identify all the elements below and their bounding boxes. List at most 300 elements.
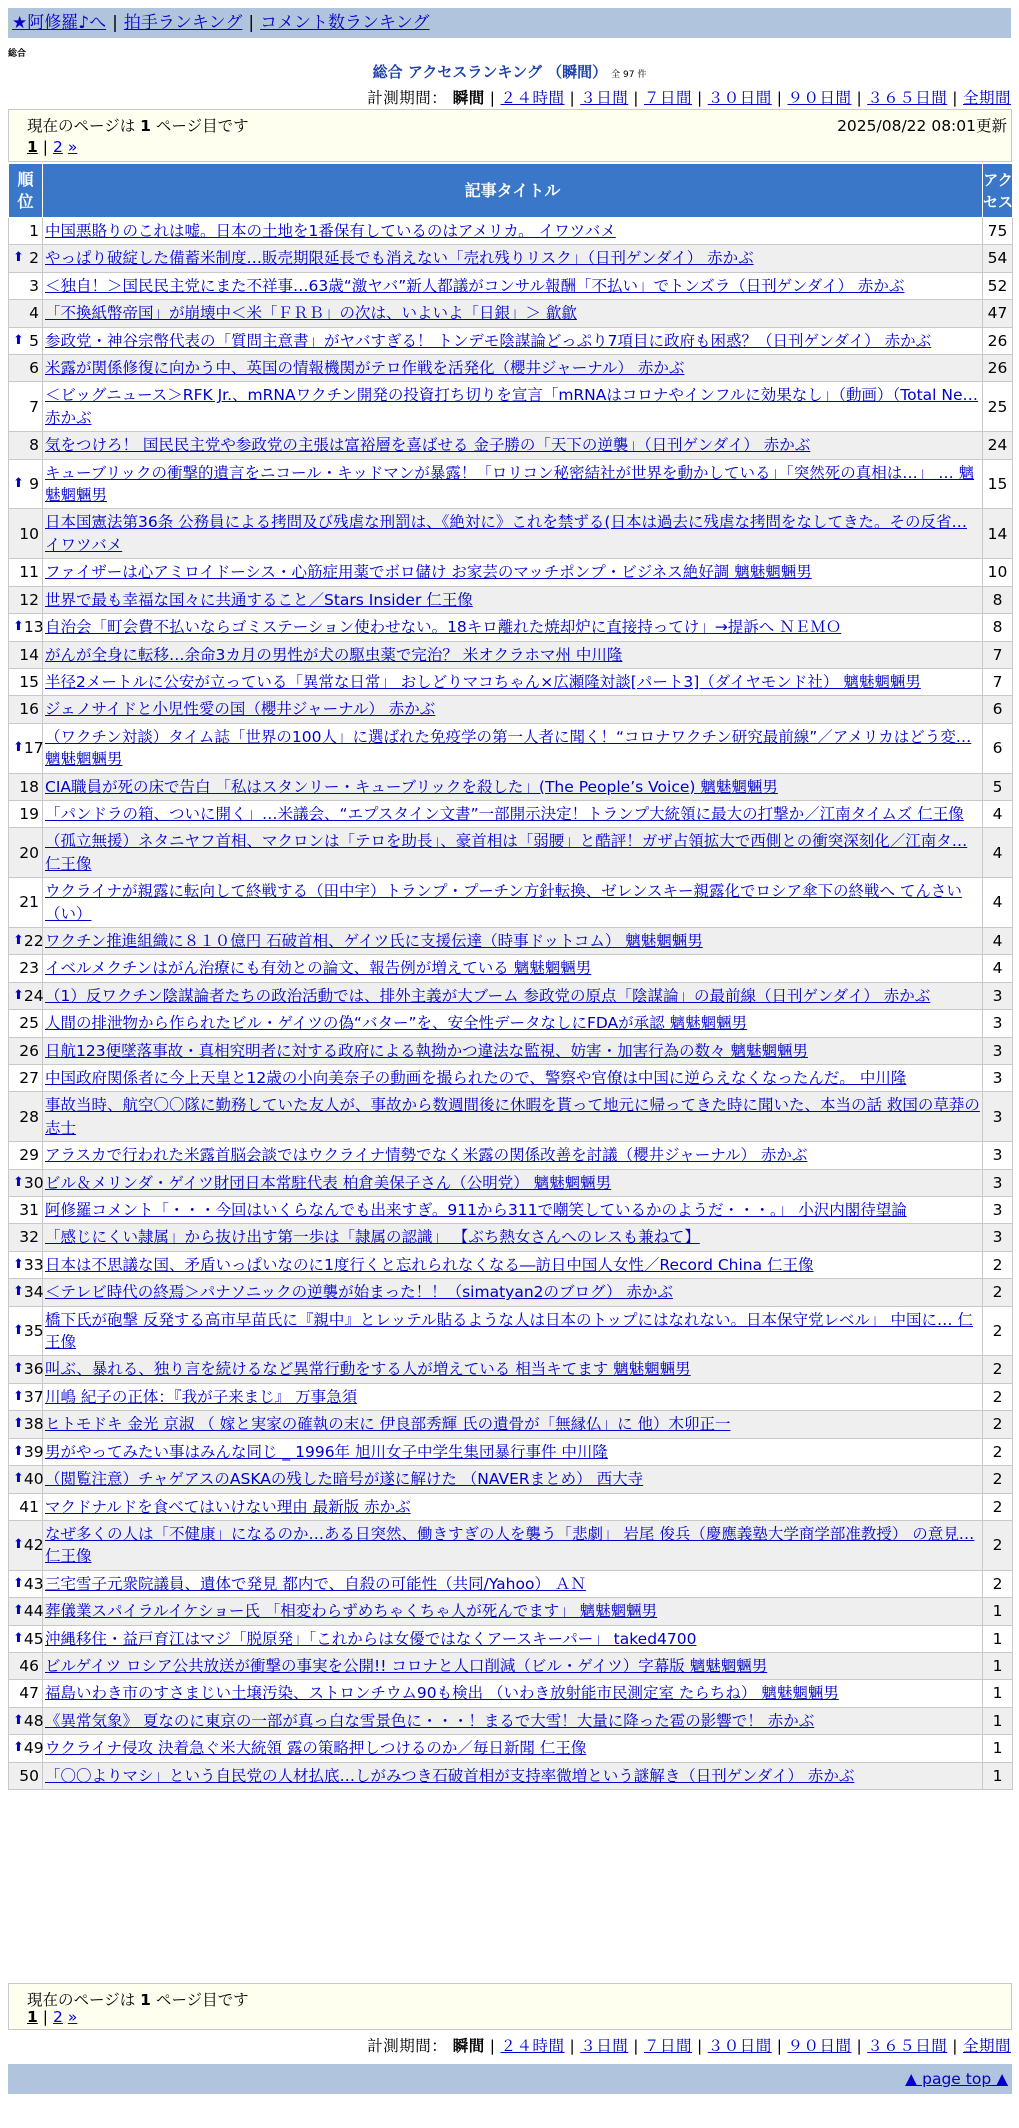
rank-cell <box>9 982 43 1009</box>
title-cell <box>43 272 983 299</box>
title-cell <box>43 1680 983 1707</box>
access-count: 3 <box>983 1092 1013 1142</box>
period-link-90d[interactable]: ９０日間 <box>787 89 852 107</box>
table-row <box>9 1570 1013 1597</box>
rank-number: 12 <box>19 590 39 609</box>
title-cell <box>43 773 983 800</box>
period-separator: | <box>633 89 639 107</box>
title-cell <box>43 1570 983 1597</box>
table-row <box>9 245 1013 272</box>
rank-cell <box>9 432 43 459</box>
rank-cell <box>9 723 43 773</box>
article-title-link[interactable]: 三宅雪子元衆院議員、遺体で発見 都内で、自殺の可能性（共同/Yahoo） ＡＮ <box>45 1574 586 1593</box>
access-count: 52 <box>983 272 1013 299</box>
rank-number: 13 <box>23 618 44 637</box>
table-row <box>9 1092 1013 1142</box>
article-title-link[interactable]: ＜独自！＞国民民主党にまた不祥事…63歳“激ヤバ”新人都議がコンサル報酬「不払い」でトンズラ（日刊ゲンダイ） 赤かぶ <box>45 276 905 295</box>
period-link-24h[interactable]: ２４時間 <box>500 2037 565 2055</box>
rank-number: 23 <box>19 959 39 978</box>
period-link-30d[interactable]: ３０日間 <box>707 2037 772 2055</box>
title-header: 記事タイトル <box>43 164 983 218</box>
table-row <box>9 696 1013 723</box>
period-selector-bottom <box>367 2034 1011 2056</box>
rank-cell <box>9 614 43 641</box>
rank-number: 38 <box>23 1415 44 1434</box>
rank-cell <box>9 1570 43 1597</box>
period-separator: | <box>856 2037 863 2055</box>
table-row <box>9 327 1013 354</box>
rank-cell <box>9 1438 43 1465</box>
access-count: 4 <box>983 828 1013 878</box>
article-title-link[interactable]: 米露が関係修復に向かう中、英国の情報機関がテロ作戦を活発化（櫻井ジャーナル） 赤かぶ <box>45 359 685 378</box>
rank-number: 43 <box>23 1574 44 1593</box>
title-cell <box>43 955 983 982</box>
table-row <box>9 1251 1013 1278</box>
period-link-all[interactable]: 全期間 <box>962 2037 1011 2055</box>
article-title-link[interactable]: （孤立無援）ネタニヤフ首相、マクロンは「テロを助長」、豪首相は「弱腰」と酷評！ガザ占領拡大で西側との衝突深刻化／江南タ… 仁王像 <box>45 832 968 873</box>
article-title-link[interactable]: CIA職員が死の床で告白 「私はスタンリー・キューブリックを殺した」(The People’s Voice) 魑魅魍魎男 <box>45 777 778 796</box>
page-info-post: ページ目です <box>155 1991 249 2009</box>
access-count: 4 <box>983 800 1013 827</box>
article-title-link[interactable]: ワクチン推進組織に８１０億円 石破首相、ゲイツ氏に支援伝達（時事ドットコム） 魑魅魍魎男 <box>45 931 703 950</box>
period-separator: | <box>489 2037 496 2055</box>
article-title-link[interactable]: 事故当時、航空〇〇隊に勤務していた友人が、事故から数週間後に休暇を貰って地元に帰ってきた時に聞いた、本当の話 救国の草莽の志士 <box>45 1096 980 1137</box>
rank-cell <box>9 459 43 509</box>
page-info-pre: 現在のページは <box>27 117 136 135</box>
rank-number: 20 <box>19 843 39 862</box>
up-arrow-icon: ⬆ <box>13 1416 24 1432</box>
page-2-link[interactable]: 2 <box>53 2008 63 2026</box>
article-title-link[interactable]: 橋下氏が砲撃 反発する高市早苗氏に『親中』とレッテル貼るような人は日本のトップにはなれない。日本保守党レベル」 中国に… 仁王像 <box>45 1310 973 1352</box>
period-link-365d[interactable]: ３６５日間 <box>867 89 948 107</box>
article-title-link[interactable]: 「パンドラの箱、ついに開く」…米議会、“エプスタイン文書”一部開示決定！トランプ大統領に最大の打撃か／江南タイムズ 仁王像 <box>45 804 964 823</box>
article-title-link[interactable]: ジェノサイドと小児性愛の国（櫻井ジャーナル） 赤かぶ <box>45 700 436 719</box>
period-separator: | <box>569 89 576 107</box>
rank-cell <box>9 800 43 827</box>
article-title-link[interactable]: マクドナルドを食べてはいけない理由 最新版 赤かぶ <box>45 1497 411 1516</box>
table-row <box>9 1625 1013 1652</box>
rank-number: 48 <box>23 1711 44 1730</box>
rank-cell <box>9 382 43 432</box>
up-arrow-icon: ⬆ <box>13 1256 24 1272</box>
title-cell <box>43 1707 983 1734</box>
access-header-label: アクセス <box>983 170 1014 211</box>
article-title-link[interactable]: 「〇〇よりマシ」という自民党の人材払底…しがみつき石破首相が支持率微増という謎解き（日刊ゲンダイ） 赤かぶ <box>45 1766 855 1785</box>
table-row <box>9 1466 1013 1493</box>
comment-ranking-link[interactable]: コメント数ランキング <box>260 13 430 33</box>
access-count: 5 <box>983 773 1013 800</box>
table-row <box>9 1493 1013 1520</box>
title-cell <box>43 1251 983 1278</box>
up-arrow-icon: ⬆ <box>13 1322 24 1338</box>
page-info-pre: 現在のページは <box>27 1991 136 2009</box>
rank-number: 46 <box>19 1656 39 1675</box>
title-cell <box>43 927 983 954</box>
access-count: 26 <box>983 355 1013 382</box>
table-row <box>9 355 1013 382</box>
rank-cell <box>9 245 43 272</box>
title-cell <box>43 382 983 432</box>
section-label: 総合 <box>8 49 27 59</box>
rank-number: 19 <box>19 804 39 823</box>
table-row <box>9 432 1013 459</box>
title-cell <box>43 245 983 272</box>
rank-cell <box>9 272 43 299</box>
title-cell <box>43 1598 983 1625</box>
page-info <box>27 114 249 136</box>
rank-number: 39 <box>23 1442 44 1461</box>
next-page-link[interactable]: » <box>67 2008 78 2026</box>
total-count: 全 97 件 <box>611 70 647 80</box>
rank-number: 16 <box>19 700 39 719</box>
title-cell <box>43 1065 983 1092</box>
access-count: 3 <box>983 1142 1013 1169</box>
article-title-link[interactable]: がんが全身に転移…余命3カ月の男性が犬の駆虫薬で完治？ 米オクラホマ州 中川隆 <box>45 645 623 664</box>
page-info-post: ページ目です <box>155 117 249 135</box>
rank-header-label: 順位 <box>17 169 34 211</box>
period-link-365d[interactable]: ３６５日間 <box>867 2037 948 2055</box>
article-title-link[interactable]: ヒトモドキ 金光 京淑 （ 嫁と実家の確執の末に 伊良部秀輝 氏の遺骨が「無縁仏」に 他）木卯正一 <box>45 1415 731 1434</box>
access-count: 2 <box>983 1520 1013 1570</box>
title-cell <box>43 459 983 509</box>
title-cell <box>43 432 983 459</box>
title-cell <box>43 218 983 245</box>
rank-number: 40 <box>23 1470 44 1489</box>
rank-number: 34 <box>23 1283 44 1302</box>
access-count: 4 <box>983 927 1013 954</box>
rank-cell <box>9 1251 43 1278</box>
article-title-link[interactable]: ウクライナが親露に転向して終戦する（田中宇）トランプ・プーチン方針転換、ゼレンスキー親露化でロシア傘下の終戦へ てんさい（い） <box>45 882 962 923</box>
article-title-link[interactable]: （1）反ワクチン陰謀論者たちの政治活動では、排外主義が大ブーム 参政党の原点「陰謀論」の最前線（日刊ゲンダイ） 赤かぶ <box>45 986 931 1005</box>
table-row <box>9 586 1013 613</box>
title-cell <box>43 1037 983 1064</box>
title-cell <box>43 509 983 559</box>
pager-bottom <box>8 1983 1012 2030</box>
article-title-link[interactable]: 葬儀業スパイラルイケショー氏 「相変わらずめちゃくちゃ人が死んでます」 魑魅魍魎男 <box>45 1602 658 1621</box>
table-row <box>9 1306 1013 1356</box>
title-cell <box>43 1466 983 1493</box>
period-separator: | <box>952 89 958 107</box>
period-link-7d[interactable]: ７日間 <box>643 89 692 107</box>
rank-cell <box>9 696 43 723</box>
access-count: 3 <box>983 1224 1013 1251</box>
page-1: 1 <box>27 138 38 156</box>
rank-number: 11 <box>19 563 39 582</box>
title-cell <box>43 1169 983 1196</box>
table-row <box>9 1356 1013 1383</box>
title-cell <box>43 723 983 773</box>
article-title-link[interactable]: イベルメクチンはがん治療にも有効との論文、報告例が増えている 魑魅魍魎男 <box>45 959 592 978</box>
up-arrow-icon: ⬆ <box>13 1630 24 1646</box>
rank-number: 24 <box>23 986 44 1005</box>
access-count: 54 <box>983 245 1013 272</box>
title-cell <box>43 1438 983 1465</box>
access-count: 2 <box>983 1356 1013 1383</box>
access-count: 6 <box>983 723 1013 773</box>
rank-number: 7 <box>29 397 39 416</box>
period-separator: | <box>856 89 863 107</box>
article-title-link[interactable]: 気をつけろ！ 国民民主党や参政党の主張は富裕層を喜ばせる 金子勝の「天下の逆襲」（日刊ゲンダイ） 赤かぶ <box>45 436 811 455</box>
rank-number: 37 <box>23 1387 44 1406</box>
access-count: 75 <box>983 218 1013 245</box>
article-title-link[interactable]: 「感じにくい隷属」から抜け出す第一歩は「隷属の認識」 【ぶち熱女さんへのレスも兼ねて】 <box>45 1228 700 1247</box>
rank-number: 45 <box>23 1629 44 1648</box>
rank-number: 3 <box>29 276 39 295</box>
access-count: 24 <box>983 432 1013 459</box>
period-separator: | <box>697 2037 703 2055</box>
rank-cell <box>9 509 43 559</box>
title-cell <box>43 878 983 928</box>
period-link-30d[interactable]: ３０日間 <box>707 89 772 107</box>
table-row <box>9 509 1013 559</box>
access-count: 4 <box>983 878 1013 928</box>
rank-cell <box>9 878 43 928</box>
rank-number: 42 <box>23 1536 44 1555</box>
period-link-24h[interactable]: ２４時間 <box>500 89 565 107</box>
table-row <box>9 1037 1013 1064</box>
period-separator: | <box>697 89 703 107</box>
access-count: 2 <box>983 1251 1013 1278</box>
access-count: 10 <box>983 559 1013 586</box>
rank-number: 26 <box>19 1041 39 1060</box>
table-row <box>9 1762 1013 1789</box>
next-page-link[interactable]: » <box>67 138 78 156</box>
title-cell <box>43 1493 983 1520</box>
period-link-3d[interactable]: ３日間 <box>580 89 629 107</box>
up-arrow-icon: ⬆ <box>13 1443 24 1459</box>
title-cell <box>43 1735 983 1762</box>
table-row <box>9 800 1013 827</box>
access-count: 1 <box>983 1762 1013 1789</box>
article-title-link[interactable]: 阿修羅コメント「・・・今回はいくらなんでも出来すぎ。911から311で嘲笑しているかのようだ・・・。」 小沢内閣待望論 <box>45 1201 907 1220</box>
rank-cell <box>9 1142 43 1169</box>
article-title-link[interactable]: 川嶋 紀子の正体：『我が子来まじ』 万事急須 <box>45 1387 358 1406</box>
home-link[interactable]: ★阿修羅♪へ <box>12 13 107 33</box>
article-title-link[interactable]: 人間の排泄物から作られたビル・ゲイツの偽“バター”を、安全性データなしにFDAが承認 魑魅魍魎男 <box>45 1014 748 1033</box>
rank-cell <box>9 559 43 586</box>
period-link-7d[interactable]: ７日間 <box>643 2037 692 2055</box>
article-title-link[interactable]: 日本は不思議な国、矛盾いっぱいなのに1度行くと忘れられなくなる―訪日中国人女性／Record China 仁王像 <box>45 1255 814 1274</box>
article-title-link[interactable]: 叫ぶ、暴れる、独り言を続けるなど異常行動をする人が増えている 相当キてます 魑魅魍魎男 <box>45 1360 691 1379</box>
rank-cell <box>9 1224 43 1251</box>
access-count: 6 <box>983 696 1013 723</box>
access-count: 25 <box>983 382 1013 432</box>
title-cell <box>43 800 983 827</box>
table-row <box>9 773 1013 800</box>
page-separator: | <box>42 138 49 156</box>
table-row <box>9 1142 1013 1169</box>
clap-ranking-link[interactable]: 拍手ランキング <box>123 13 243 33</box>
article-title-link[interactable]: 日本国憲法第36条 公務員による拷問及び残虐な刑罰は、《絶対に》これを禁ずる(日本は過去に残虐な拷問をなしてきた。その反省… イワツバメ <box>45 513 967 554</box>
access-count: 3 <box>983 1169 1013 1196</box>
title-cell <box>43 1142 983 1169</box>
rank-cell <box>9 1520 43 1570</box>
table-row <box>9 1411 1013 1438</box>
rank-number: 29 <box>19 1146 39 1165</box>
rank-cell <box>9 327 43 354</box>
rank-cell <box>9 1037 43 1064</box>
access-count: 1 <box>983 1680 1013 1707</box>
page-1: 1 <box>27 2008 38 2026</box>
table-row <box>9 982 1013 1009</box>
title-cell <box>43 1520 983 1570</box>
access-count: 26 <box>983 327 1013 354</box>
article-title-link[interactable]: 自治会「町会費不払いならゴミステーション使わせない。18キロ離れた焼却炉に直接持ってけ」→提訴へ ＮＥＭＯ <box>45 618 842 637</box>
article-title-link[interactable]: 参政党・神谷宗幣代表の「質問主意書」がヤバすぎる！ トンデモ陰謀論どっぷり7項目に政府も困惑？（日刊ゲンダイ） 赤かぶ <box>45 331 932 350</box>
title-cell <box>43 696 983 723</box>
rank-cell <box>9 1493 43 1520</box>
access-count: 8 <box>983 586 1013 613</box>
nav-separator: | <box>112 13 118 33</box>
article-title-link[interactable]: アラスカで行われた米露首脳会談ではウクライナ情勢でなく米露の関係改善を討議（櫻井ジャーナル） 赤かぶ <box>45 1146 808 1165</box>
rank-header <box>9 164 43 218</box>
rank-cell <box>9 1735 43 1762</box>
rank-number: 18 <box>19 777 39 796</box>
access-count: 2 <box>983 1306 1013 1356</box>
rank-number: 33 <box>23 1255 44 1274</box>
table-row <box>9 1169 1013 1196</box>
page-2-link[interactable]: 2 <box>53 138 63 156</box>
period-selector-top <box>367 86 1011 108</box>
rank-number: 44 <box>23 1602 44 1621</box>
rank-number: 49 <box>23 1739 44 1758</box>
period-link-90d[interactable]: ９０日間 <box>787 2037 852 2055</box>
table-row <box>9 382 1013 432</box>
article-title-link[interactable]: ビル＆メリンダ・ゲイツ財団日本常駐代表 柏倉美保子さん（公明党） 魑魅魍魎男 <box>45 1173 612 1192</box>
access-count: 2 <box>983 1570 1013 1597</box>
rank-cell <box>9 1065 43 1092</box>
rank-cell <box>9 1762 43 1789</box>
article-title-link[interactable]: ウクライナ侵攻 決着急ぐ米大統領 露の策略押しつけるのか／毎日新聞 仁王像 <box>45 1739 587 1758</box>
period-separator: | <box>776 2037 783 2055</box>
rank-cell <box>9 668 43 695</box>
access-count: 8 <box>983 614 1013 641</box>
table-row <box>9 1279 1013 1306</box>
footer-bar <box>8 2064 1012 2094</box>
access-count: 3 <box>983 1065 1013 1092</box>
period-current: 瞬間 <box>452 89 485 107</box>
page-separator: | <box>42 2008 49 2026</box>
article-title-link[interactable]: 日航123便墜落事故・真相究明者に対する政府による執拗かつ違法な監視、妨害・加害行為の数々 魑魅魍魎男 <box>45 1041 809 1060</box>
access-count: 1 <box>983 1707 1013 1734</box>
rank-number: 22 <box>23 931 44 950</box>
period-link-all[interactable]: 全期間 <box>962 89 1011 107</box>
article-title-link[interactable]: ＜テレビ時代の終焉＞パナソニックの逆襲が始まった！！（simatyan2のブログ） 赤かぶ <box>45 1283 673 1302</box>
rank-cell <box>9 1306 43 1356</box>
up-arrow-icon: ⬆ <box>13 332 24 348</box>
table-row <box>9 218 1013 245</box>
article-title-link[interactable]: ビルゲイツ ロシア公共放送が衝撃の事実を公開!! コロナと人口削減（ビル・ゲイツ）字幕版 魑魅魍魎男 <box>45 1656 768 1675</box>
title-cell <box>43 1625 983 1652</box>
title-cell <box>43 1762 983 1789</box>
table-header <box>9 164 1013 218</box>
article-title-link[interactable]: なぜ多くの人は「不健康」になるのか…ある日突然、働きすぎの人を襲う「悲劇」 岩尾 俊兵（慶應義塾大学商学部准教授） の意見… 仁王像 <box>45 1524 975 1566</box>
article-title-link[interactable]: キューブリックの衝撃的遺言をニコール・キッドマンが暴露！「ロリコン秘密結社が世界を動かしている」「突然死の真相は…」 … 魑魅魍魎男 <box>45 463 975 505</box>
updated-time: 2025/08/22 08:01更新 <box>837 117 1007 135</box>
table-row <box>9 459 1013 509</box>
up-arrow-icon: ⬆ <box>13 475 24 491</box>
rank-cell <box>9 1279 43 1306</box>
article-title-link[interactable]: 福島いわき市のすさまじい土壌汚染、ストロンチウム90も検出 （いわき放射能市民測定室 たらちね） 魑魅魍魎男 <box>45 1684 839 1703</box>
up-arrow-icon: ⬆ <box>13 1388 24 1404</box>
article-title-link[interactable]: ＜ビッグニュース＞RFK Jr.、mRNAワクチン開発の投資打ち切りを宣言「mRNAはコロナやインフルに効果なし」（動画）（Total Ne… 赤かぶ <box>45 386 979 427</box>
rank-cell <box>9 1197 43 1224</box>
article-title-link[interactable]: 男がやってみたい事はみんな同じ _ 1996年 旭川女子中学生集団暴行事件 中川隆 <box>45 1442 608 1461</box>
title-cell <box>43 1092 983 1142</box>
up-arrow-icon: ⬆ <box>13 1740 24 1756</box>
rank-number: 36 <box>23 1360 44 1379</box>
article-title-link[interactable]: ファイザーは心アミロイドーシス・心筋症用薬でボロ儲け お家芸のマッチポンプ・ビジネス絶好調 魑魅魍魎男 <box>45 563 812 582</box>
title-cell <box>43 586 983 613</box>
article-title-link[interactable]: 「不換紙幣帝国」が崩壊中＜米「ＦＲＢ」の次は、いよいよ「日銀」＞ 歙歙 <box>45 304 577 323</box>
rank-cell <box>9 586 43 613</box>
page-top-link[interactable]: ▲ page top ▲ <box>905 2070 1008 2088</box>
title-cell <box>43 1224 983 1251</box>
rank-cell <box>9 1169 43 1196</box>
access-count: 2 <box>983 1411 1013 1438</box>
access-count: 2 <box>983 1466 1013 1493</box>
table-row <box>9 1197 1013 1224</box>
article-title-link[interactable]: 沖縄移住・益戸育江はマジ「脱原発」「これからは女優ではなくアースキーパー」 taked4700 <box>45 1629 697 1648</box>
rank-cell <box>9 641 43 668</box>
rank-number: 9 <box>29 474 39 493</box>
title-cell <box>43 641 983 668</box>
title-cell <box>43 1652 983 1679</box>
period-separator: | <box>633 2037 639 2055</box>
period-separator: | <box>776 89 783 107</box>
page-info <box>27 1988 249 2010</box>
rank-number: 31 <box>19 1201 39 1220</box>
table-row <box>9 641 1013 668</box>
up-arrow-icon: ⬆ <box>13 1603 24 1619</box>
article-title-link[interactable]: （閲覧注意）チャゲアスのASKAの残した暗号が遂に解けた （NAVERまとめ） 西大寺 <box>45 1470 644 1489</box>
ranking-rows <box>9 218 1013 1790</box>
title-cell <box>43 559 983 586</box>
rank-number: 32 <box>19 1228 39 1247</box>
rank-cell <box>9 773 43 800</box>
rank-cell <box>9 1625 43 1652</box>
article-title-link[interactable]: 世界で最も幸福な国々に共通すること／Stars Insider 仁王像 <box>45 590 473 609</box>
table-row <box>9 723 1013 773</box>
period-link-3d[interactable]: ３日間 <box>580 2037 629 2055</box>
article-title-link[interactable]: 《異常気象》 夏なのに東京の一部が真っ白な雪景色に・・・！まるで大雪！大量に降った雹の影響で！ 赤かぶ <box>45 1711 815 1730</box>
rank-number: 21 <box>19 893 39 912</box>
up-arrow-icon: ⬆ <box>13 1537 24 1553</box>
page-title: 総合 アクセスランキング （瞬間） <box>372 63 608 81</box>
pager-top <box>8 109 1012 162</box>
table-row <box>9 927 1013 954</box>
article-title-link[interactable]: 半径2メートルに公安が立っている「異常な日常」 おしどりマコちゃん×広瀬隆対談[パート3]（ダイヤモンド社） 魑魅魍魎男 <box>45 672 921 691</box>
up-arrow-icon: ⬆ <box>13 619 24 635</box>
access-count: 7 <box>983 641 1013 668</box>
access-count: 14 <box>983 509 1013 559</box>
title-cell <box>43 982 983 1009</box>
current-page-number: 1 <box>140 1991 151 2009</box>
access-count: 1 <box>983 1652 1013 1679</box>
title-cell <box>43 1279 983 1306</box>
title-cell <box>43 355 983 382</box>
article-title-link[interactable]: やっぱり破綻した備蓄米制度…販売期限延長でも消えない「売れ残りリスク」（日刊ゲンダイ） 赤かぶ <box>45 249 754 268</box>
article-title-link[interactable]: （ワクチン対談）タイム誌「世界の100人」に選ばれた免疫学の第一人者に聞く！“コロナワクチン研究最前線”／アメリカはどう変… 魑魅魍魎男 <box>45 727 972 769</box>
rank-number: 41 <box>19 1497 39 1516</box>
up-arrow-icon: ⬆ <box>13 1575 24 1591</box>
article-title-link[interactable]: 中国悪賂りのこれは嘘。日本の土地を1番保有しているのはアメリカ。 イワツバメ <box>45 222 616 240</box>
access-count: 2 <box>983 1438 1013 1465</box>
page-title-wrap <box>0 61 1019 82</box>
period-separator: | <box>569 2037 576 2055</box>
period-current: 瞬間 <box>452 2037 485 2055</box>
article-title-link[interactable]: 中国政府関係者に今上天皇と12歳の小向美奈子の動画を撮られたので、警察や官僚は中国に逆らえなくなったんだ。 中川隆 <box>45 1069 907 1087</box>
